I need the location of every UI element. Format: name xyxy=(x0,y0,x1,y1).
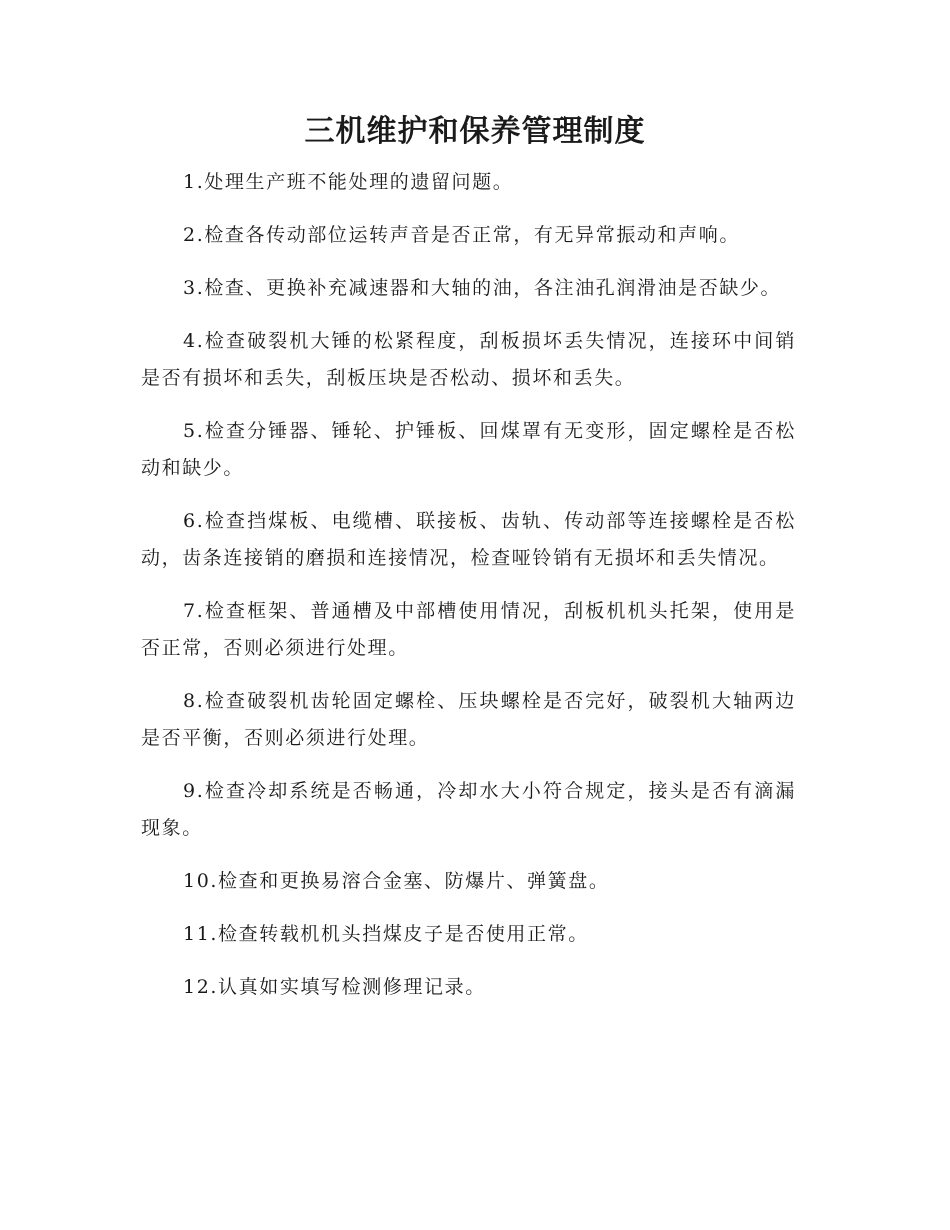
page-title: 三机维护和保养管理制度 xyxy=(304,114,646,149)
list-item-12: 12.认真如实填写检测修理记录。 xyxy=(183,976,486,998)
document-body xyxy=(141,164,796,1022)
list-item-5: 5.检查分锤器、锤轮、护锤板、回煤罩有无变形，固定螺栓是否松动和缺少。 xyxy=(141,420,796,479)
list-item-1: 1.处理生产班不能处理的遗留问题。 xyxy=(183,171,514,193)
list-item-4: 4.检查破裂机大锤的松紧程度，刮板损坏丢失情况，连接环中间销是否有损坏和丢失，刮板压块是否松动、损坏和丢失。 xyxy=(141,330,796,389)
list-item-7: 7.检查框架、普通槽及中部槽使用情况，刮板机机头托架，使用是否正常，否则必须进行处理。 xyxy=(141,600,796,659)
list-item-2: 2.检查各传动部位运转声音是否正常，有无异常振动和声响。 xyxy=(183,224,740,246)
list-item-11: 11.检查转载机机头挡煤皮子是否使用正常。 xyxy=(183,923,589,945)
list-item-9: 9.检查冷却系统是否畅通，冷却水大小符合规定，接头是否有滴漏现象。 xyxy=(141,780,796,839)
list-item-8: 8.检查破裂机齿轮固定螺栓、压块螺栓是否完好，破裂机大轴两边是否平衡，否则必须进行处理。 xyxy=(141,690,796,749)
list-item-6: 6.检查挡煤板、电缆槽、联接板、齿轨、传动部等连接螺栓是否松动，齿条连接销的磨损和连接情况，检查哑铃销有无损坏和丢失情况。 xyxy=(141,510,796,569)
list-item-10: 10.检查和更换易溶合金塞、防爆片、弹簧盘。 xyxy=(183,870,610,892)
list-item-3: 3.检查、更换补充减速器和大轴的油，各注油孔润滑油是否缺少。 xyxy=(183,277,782,299)
